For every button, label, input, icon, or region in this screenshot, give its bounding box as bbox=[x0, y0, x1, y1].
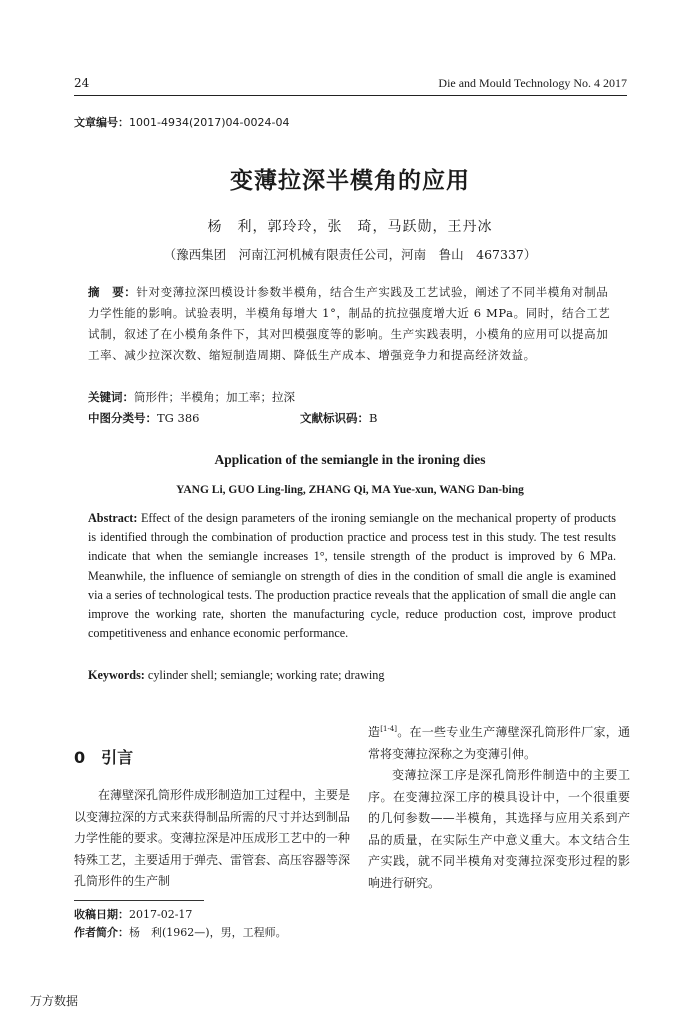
footnote-author-value: 杨 利(1962—)，男，工程师。 bbox=[129, 926, 287, 939]
english-keywords bbox=[88, 668, 385, 683]
intro-continued-post: 。在一些专业生产薄壁深孔筒形件厂家，通常将变薄拉深称之为变薄引伸。 bbox=[368, 725, 630, 761]
footnote-received-value: 2017-02-17 bbox=[129, 908, 193, 921]
document-code-label: 文献标识码： bbox=[300, 411, 369, 425]
journal-header: Die and Mould Technology No. 4 2017 bbox=[438, 76, 627, 90]
left-column bbox=[74, 785, 350, 893]
right-column bbox=[368, 719, 630, 894]
footnote-received bbox=[74, 906, 192, 922]
header-rule bbox=[74, 95, 627, 96]
english-keywords-text: cylinder shell; semiangle; working rate; drawing bbox=[147, 668, 385, 682]
chinese-keywords-label: 关键词： bbox=[88, 390, 134, 404]
classification-label: 中图分类号： bbox=[88, 411, 157, 425]
chinese-abstract bbox=[88, 282, 616, 366]
intro-paragraph-2: 变薄拉深工序是深孔筒形件制造中的主要工序。在变薄拉深工序的模具设计中，一个很重要的几何参数——半模角，其选择与应用关系到产品的质量，在实际生产中意义重大。本文结合生产实践，就不同半模角对变薄拉深变形过程的影响进行研究。 bbox=[368, 768, 630, 890]
chinese-keywords bbox=[88, 389, 295, 405]
section-heading bbox=[74, 745, 133, 768]
article-number-value: 1001-4934(2017)04-0024-04 bbox=[129, 116, 290, 129]
chinese-affiliation: （豫西集团 河南江河机械有限责任公司，河南 鲁山 467337） bbox=[163, 247, 537, 262]
citation-ref: [1-4] bbox=[380, 725, 397, 733]
footnote-author-label: 作者简介： bbox=[74, 926, 129, 939]
watermark: 万方数据 bbox=[30, 994, 79, 1008]
chinese-authors: 杨 利，郭玲玲，张 琦，马跃勋，王丹冰 bbox=[207, 219, 493, 235]
chinese-keywords-text: 筒形件；半模角；加工率；拉深 bbox=[134, 390, 295, 404]
english-abstract bbox=[88, 509, 616, 643]
chinese-abstract-label: 摘 要： bbox=[88, 285, 137, 299]
classification-value: TG 386 bbox=[157, 411, 200, 425]
article-number-label: 文章编号： bbox=[74, 116, 129, 129]
english-keywords-label: Keywords: bbox=[88, 668, 145, 682]
page-number: 24 bbox=[74, 76, 90, 90]
document-code bbox=[300, 410, 377, 426]
article-number bbox=[74, 114, 289, 130]
english-authors: YANG Li, GUO Ling-ling, ZHANG Qi, MA Yue-xun, WANG Dan-bing bbox=[176, 484, 524, 496]
english-title: Application of the semiangle in the ironing dies bbox=[214, 452, 486, 467]
document-code-value: B bbox=[369, 411, 378, 425]
footnote-received-label: 收稿日期： bbox=[74, 908, 129, 921]
section-number: 0 bbox=[74, 748, 86, 767]
intro-paragraph-1: 在薄壁深孔筒形件成形制造加工过程中，主要是以变薄拉深的方式来获得制品所需的尺寸并达到制品力学性能的要求。变薄拉深是冲压成形工艺中的一种特殊工艺，主要适用于弹壳、雷管套、高压容器等深孔筒形件的生产制 bbox=[74, 788, 351, 888]
footnote-author bbox=[74, 924, 287, 940]
footnote-rule bbox=[74, 900, 204, 901]
intro-paragraph-continued bbox=[368, 719, 630, 765]
section-title: 引言 bbox=[101, 748, 134, 767]
classification bbox=[88, 410, 199, 426]
intro-continued-pre: 造 bbox=[368, 725, 381, 739]
english-abstract-text: Effect of the design parameters of the ironing semiangle on the mechanical property of products is identified through the combination of production practice and process test in this study. The test results indicate that when the semiangle increases 1°, tensile strength of the product is improved by 6 MPa. Meanwhile, the influence of semiangle on strength of dies in the condition of small die angle is examined via a series of technological tests. The production practice reveals that the application of small die angle can improve the working rate, shorten the manufacturing cycle, reduce production cost, improve product competitiveness and enhance economic performance. bbox=[88, 511, 617, 641]
chinese-title: 变薄拉深半模角的应用 bbox=[230, 168, 470, 194]
english-abstract-label: Abstract: bbox=[88, 511, 138, 525]
chinese-abstract-text: 针对变薄拉深凹模设计参数半模角，结合生产实践及工艺试验，阐述了不同半模角对制品力学性能的影响。试验表明，半模角每增大 1°，制品的抗拉强度增大近 6 MPa。同时，结合工艺试制，叙述了在小模角条件下，其对凹模强度等的影响。生产实践表明，小模角的应用可以提高加工率、减少拉深次数、缩短制造周期、降低生产成本、增强竞争力和提高经济效益。 bbox=[88, 285, 611, 362]
